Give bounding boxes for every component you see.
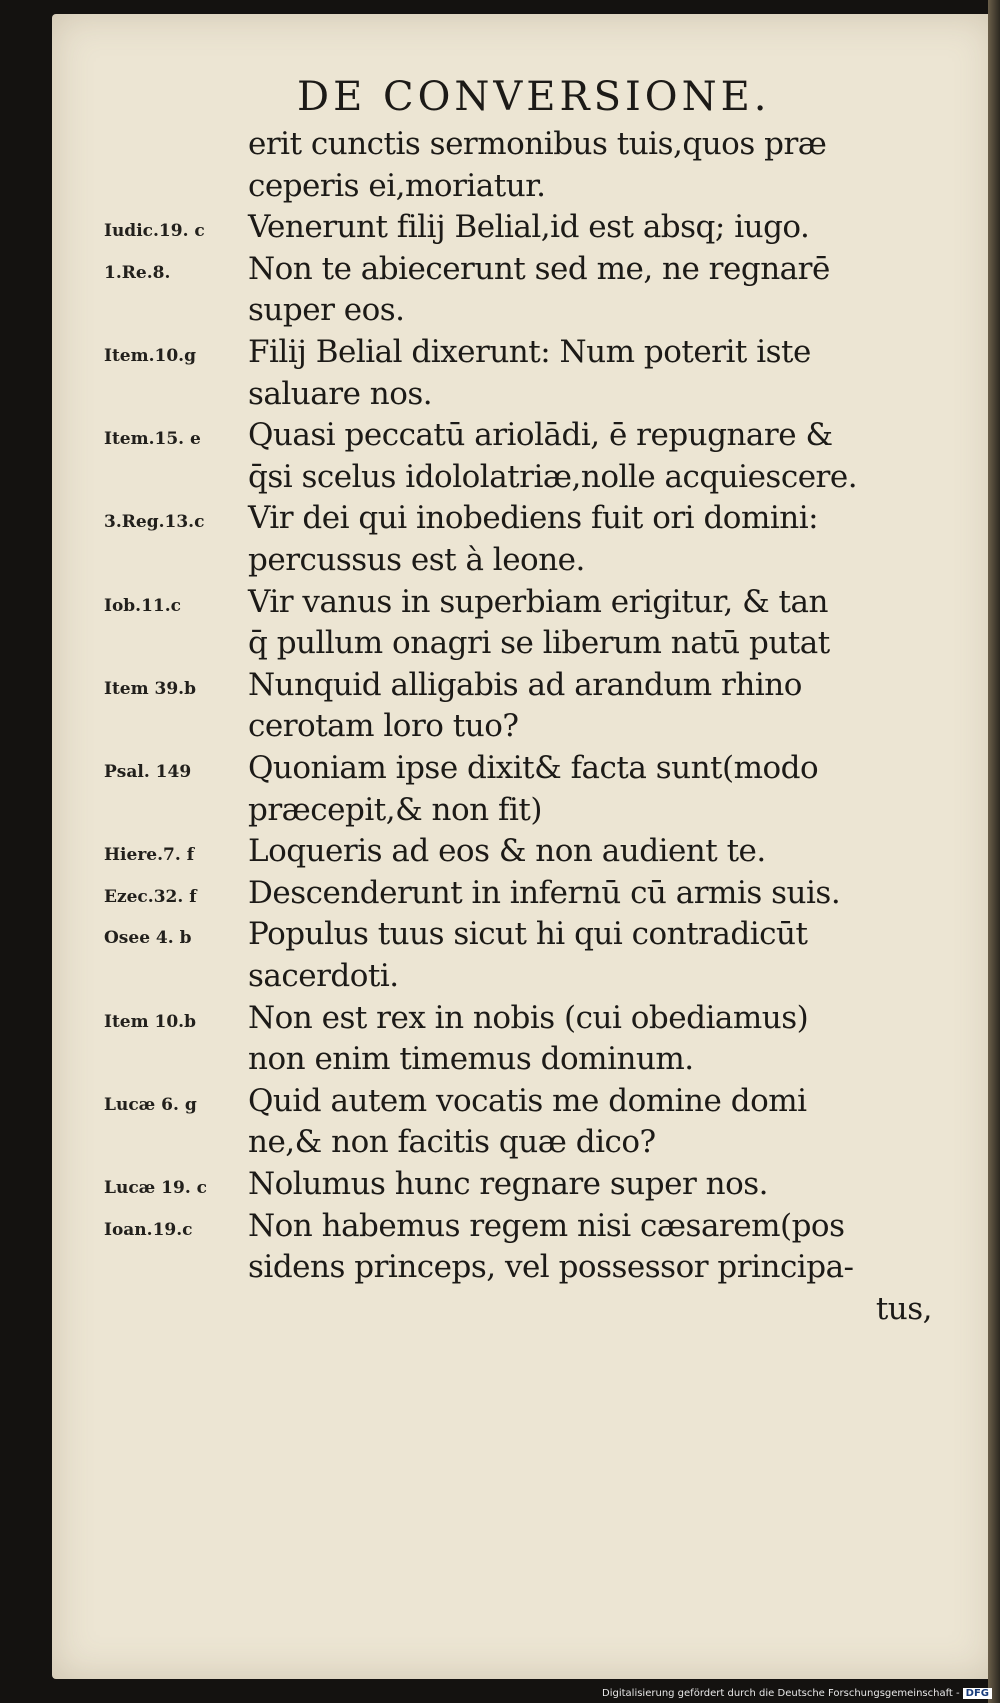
text-line: ne,& non facitis quæ dico? xyxy=(248,1124,656,1160)
text-line: q̄ pullum onagri se liberum natū putat xyxy=(248,625,830,661)
dfg-logo: DFG xyxy=(963,1688,992,1699)
text-line: ceperis ei,moriatur. xyxy=(248,168,546,204)
marginal-reference: Iudic.19. c xyxy=(104,221,205,241)
marginal-reference: 1.Re.8. xyxy=(104,263,171,283)
marginal-reference: Lucæ 6. g xyxy=(104,1095,197,1115)
text-line: Non te abiecerunt sed me, ne regnarē xyxy=(248,251,830,287)
credit-text: Digitalisierung gefördert durch die Deutsche Forschungsgemeinschaft - xyxy=(602,1688,960,1699)
marginal-reference: 3.Reg.13.c xyxy=(104,512,205,532)
text-line: erit cunctis sermonibus tuis,quos præ xyxy=(248,126,827,162)
text-line: Filij Belial dixerunt: Num poterit iste xyxy=(248,334,811,370)
text-line: sacerdoti. xyxy=(248,958,399,994)
text-line: Vir vanus in superbiam erigitur, & tan xyxy=(248,584,828,620)
text-line: Vir dei qui inobediens fuit ori domini: xyxy=(248,500,819,536)
marginal-reference: Hiere.7. f xyxy=(104,845,195,865)
marginal-reference: Ioan.19.c xyxy=(104,1220,193,1240)
text-line: præcepit,& non fit) xyxy=(248,792,542,828)
marginal-reference: Ezec.32. f xyxy=(104,887,197,907)
marginal-reference: Item 10.b xyxy=(104,1012,196,1032)
text-line: super eos. xyxy=(248,292,405,328)
text-line: Quasi peccatū ariolādi, ē repugnare & xyxy=(248,417,833,453)
text-line: Nunquid alligabis ad arandum rhino xyxy=(248,667,802,703)
text-line: Loqueris ad eos & non audient te. xyxy=(248,833,766,869)
text-line: Quid autem vocatis me domine domi xyxy=(248,1083,807,1119)
page-edge xyxy=(988,0,1000,1703)
text-line: percussus est à leone. xyxy=(248,542,585,578)
text-line: Descenderunt in infernū cū armis suis. xyxy=(248,875,841,911)
text-line: sidens princeps, vel possessor principa- xyxy=(248,1249,854,1285)
text-line: Venerunt filij Belial,id est absq; iugo. xyxy=(248,209,810,245)
text-line: Populus tuus sicut hi qui contradicūt xyxy=(248,916,808,952)
marginal-reference: Osee 4. b xyxy=(104,928,192,948)
text-line: cerotam loro tuo? xyxy=(248,708,519,744)
text-line: q̄si scelus idololatriæ,nolle acquiescere. xyxy=(248,459,858,495)
marginal-reference: Item 39.b xyxy=(104,679,196,699)
text-line: Non est rex in nobis (cui obediamus) xyxy=(248,1000,809,1036)
text-line: saluare nos. xyxy=(248,376,433,412)
marginal-reference: Item.15. e xyxy=(104,429,201,449)
marginal-reference: Psal. 149 xyxy=(104,762,192,782)
text-line: Quoniam ipse dixit& facta sunt(modo xyxy=(248,750,819,786)
page-heading: DE CONVERSIONE. xyxy=(297,74,771,120)
marginal-reference: Lucæ 19. c xyxy=(104,1178,208,1198)
digitization-credit xyxy=(602,1688,992,1699)
marginal-reference: Item.10.g xyxy=(104,346,196,366)
text-line: Nolumus hunc regnare super nos. xyxy=(248,1166,769,1202)
marginal-reference: Iob.11.c xyxy=(104,596,182,616)
text-line: tus, xyxy=(875,1291,932,1327)
text-line: non enim timemus dominum. xyxy=(248,1041,694,1077)
text-line: Non habemus regem nisi cæsarem(pos xyxy=(248,1208,845,1244)
